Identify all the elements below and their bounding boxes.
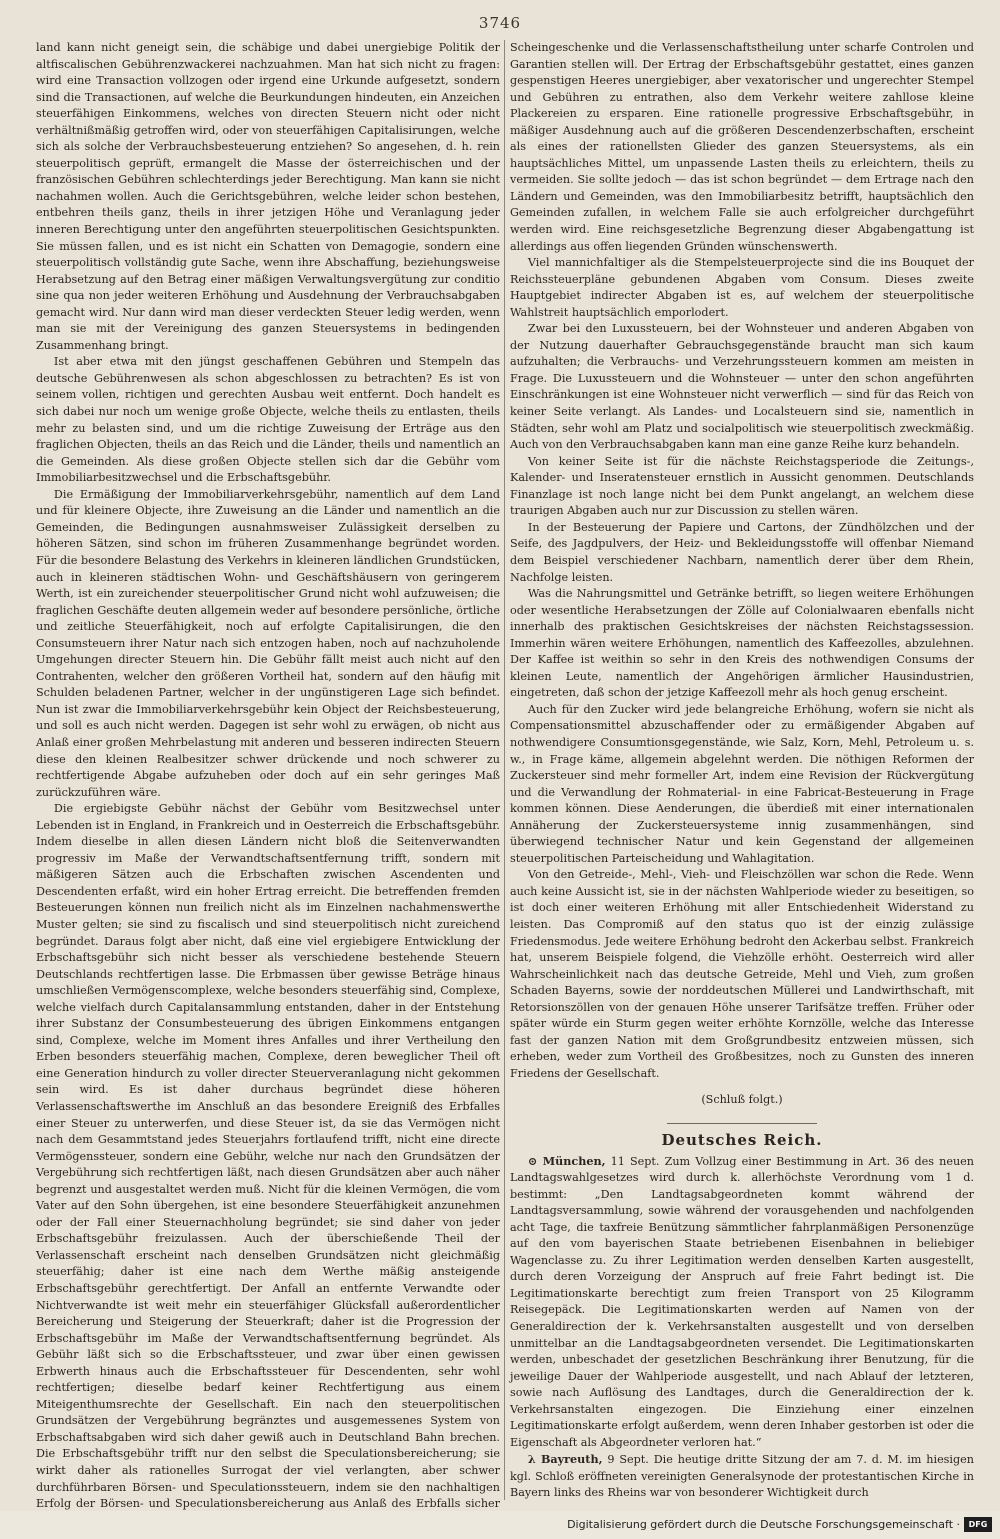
section-heading: Deutsches Reich. xyxy=(661,1131,823,1149)
paragraph: Von den Getreide-, Mehl-, Vieh- und Fleischzöllen war schon die Rede. Wenn auch keine Aussicht ist, sie in der nächsten Wahlperiode wieder zu beseitigen, so ist doch einer weiteren Erhöhung mit aller Entschiedenheit Widerstand zu leisten. Das Compromiß auf den status quo ist der einzig zulässige Friedensmodus. Jede weitere Erhöhung bedroht den Ackerbau selbst. Frankreich hat, unserem Beispiele folgend, die Viehzölle erhöht. Oesterreich wird aller Wahrscheinlichkeit nach das deutsche Getreide, Mehl und Vieh, zum großen Schaden Bayerns, sowie der norddeutschen Müllerei und Landwirthschaft, mit Retorsionszöllen von der genauen Höhe unserer Tarifsätze treffen. Früher oder später würde ein Sturm gegen weiter erhöhte Kornzölle, welche das Interesse fast der ganzen Nation mit dem Großgrundbesitz entzweien müssen, sich erheben, weder zum Vortheil des Großbesitzes, noch zu Gunsten des inneren Friedens der Gesellschaft. xyxy=(510,868,974,1080)
page-number: 3746 xyxy=(478,14,522,32)
paragraph: Viel mannichfaltiger als die Stempelsteuerprojecte sind die ins Bouquet der Reichssteuerpläne gebundenen Abgaben vom Consum. Dieses zweite Hauptgebiet indirecter Abgaben ist es, auf welchem der steuerpolitische Wahlstreit hauptsächlich emporlodert. xyxy=(510,256,974,319)
paragraph: Was die Nahrungsmittel und Getränke betrifft, so liegen weitere Erhöhungen oder wesentliche Herabsetzungen der Zölle auf Colonialwaaren ebenfalls nicht innerhalb des praktischen Gesichtskreises der nächsten Reichstagssession. Immerhin wären weitere Erhöhungen, namentlich des Kaffeezolles, abzulehnen. Der Kaffee ist weithin so sehr in den Kreis des nothwendigen Consums der kleinen Leute, namentlich der Angehörigen ärmlicher Hausindustrien, eingetreten, daß schon der jetzige Kaffeezoll mehr als hoch genug erscheint. xyxy=(510,587,974,700)
funding-notice: Digitalisierung gefördert durch die Deutsche Forschungsgemeinschaft · xyxy=(567,1518,960,1531)
continued-note: (Schluß folgt.) xyxy=(701,1093,783,1107)
dateline: λ Bayreuth, xyxy=(527,1452,603,1467)
paragraph: Die ergiebigste Gebühr nächst der Gebühr vom Besitzwechsel unter Lebenden ist in England, in Frankreich und in Oesterreich die Erbschaftsgebühr. Indem dieselbe in allen diesen Ländern nicht bloß die Seitenverwandten progressiv im Maße der Verwandtschaftsentfernung trifft, sondern mit mäßigeren Sätzen auch die Erbschaften zwischen Ascendenten und Descendenten erfaßt, wird ein hoher Ertrag erreicht. Die betreffenden fremden Besteuerungen können nun freilich nicht als im Einzelnen nachahmenswerthe Muster gelten; sie sind zu fiscalisch und sind steuerpolitisch nicht zureichend begründet. Daraus folgt aber nicht, daß eine viel ergiebigere Entwicklung der Erbschaftsgebühr sich nicht besser als verschiedene bestehende Steuern Deutschlands rechtfertigen lasse. Die Erbmassen über gewisse Beträge hinaus umschließen Vermögenscomplexe, welche besonders steuerfähig sind, Complexe, welche vielfach durch Capitalansammlung entstanden, daher in der Entstehung ihrer Substanz der Consumbesteuerung des übrigen Einkommens entgangen sind, Complexe, welche im Moment ihres Anfalles und ihrer Vertheilung den Erben besonders steuerfähig machen, Complexe, deren beweglicher Theil oft eine Generation hindurch zu voller directer Steuerveranlagung nicht gekommen sein wird. Es ist daher durchaus begründet diese höheren Verlassenschaftswerthe im Anschluß an das besondere Ereigniß des Erbfalles einer Steuer zu unterwerfen, und diese Steuer ist, da sie das Vermögen nicht nach dem Gesammtstand jedes Steuerjahrs fortlaufend trifft, nicht eine directe Vermögenssteuer, sondern eine Gebühr, welche nur nach den Grundsätzen der Vergebührung sich rechtfertigen läßt, nach diesen Grundsätzen aber auch näher begrenzt und ausgestaltet werden muß. Nicht für die kleinen Vermögen, die vom Vater auf den Sohn übergehen, ist eine besondere Steuerfähigkeit anzunehmen oder der Fall einer Steuernachholung begründet; sie sind daher von jeder Erbschaftsgebühr freizulassen. Auch der überschießende Theil der Verlassenschaft erscheint nach denselben Grundsätzen nicht gleichmäßig steuerfähig; daher ist eine nach dem Werthe mäßig ansteigende Erbschaftsgebühr gerechtfertigt. Der Anfall an entfernte Verwandte oder Nichtverwandte ist weit mehr ein steuerfähiger Glücksfall außerordentlicher Bereicherung und Steigerung der Steuerkraft; daher ist die Progression der Erbschaftsgebühr im Maße der Verwandtschaftsentfernung begründet. Als Gebühr läßt sich so die Erbschaftssteuer, und zwar über einen gewissen Erbwerth hinaus auch die Erbschaftssteuer für Descendenten, sehr wohl rechtfertigen; dieselbe bedarf keiner Rechtfertigung aus einem Miteigenthumsrechte der Gesellschaft. Ein nach den steuerpolitischen Grundsätzen der Vergebührung begränztes und ausgemessenes System von Erbschaftsabgaben wird sich daher gewiß auch in Deutschland Bahn brechen. Die Erbschaftsgebühr trifft nur den selbst die Speculationsbereicherung; sie wirkt daher als rationelles Surrogat der viel verlangten, aber schwer durchführbaren Börsen- und Speculationssteuern, indem sie den nachhaltigen Erfolg der Börsen- und Speculationsbereicherung aus Anlaß des Erbfalls sicher xyxy=(36,802,500,1511)
dateline: ⊙ München, xyxy=(527,1153,606,1168)
paragraph: land kann nicht geneigt sein, die schäbige und dabei unergiebige Politik der altfiscalischen Gebührenzwackerei nachzuahmen. Man hat sich nicht zu fragen: wird eine Transaction vollzogen oder irgend eine Urkunde aufgesetzt, sondern sind die Transactionen, auf welche die Beurkundungen hindeuten, ein Anzeichen steuerfähigen Einkommens, welches von directen Steuern nicht oder nicht verhältnißmäßig getroffen wird, oder von steuerfähigen Capitalisirungen, welche sich als solche der Verbrauchsbesteuerung entziehen? So angesehen, d. h. rein steuerpolitisch geprüft, ermangelt die Masse der österreichischen und der französischen Gebühren schlechterdings jeder Berechtigung. Man kann sie nicht nachahmen wollen. Auch die Gerichtsgebühren, welche leider schon bestehen, entbehren theils ganz, theils in ihrer jetzigen Höhe und Veranlagung jeder inneren Berechtigung unter den angeführten steuerpolitischen Gesichtspunkten. Sie müssen fallen, und es ist nicht ein Schatten von Demagogie, sondern eine steuerpolitisch vollständig gute Sache, wenn ihre Abschaffung, beziehungsweise Herabsetzung auf den Betrag einer mäßigen Verwaltungsvergütung zur conditio sine qua non jeder weiteren Erhöhung und Ausdehnung der Verbrauchsabgaben gemacht wird. Nur dann wird man dieser verdeckten Steuer ledig werden, wenn man sie mit der Vereinigung des ganzen Steuersystems in bedingenden Zusammenhang bringt. xyxy=(36,41,500,352)
paragraph: Scheingeschenke und die Verlassenschaftstheilung unter scharfe Controlen und Garantien stellen will. Der Ertrag der Erbschaftsgebühr gestattet, eines ganzen gespenstigen Heeres unergiebiger, aber vexatorischer und ungerechter Stempel und Gebühren zu entrathen, also dem Verkehr weitere zahllose kleine Plackereien zu ersparen. Eine rationelle progressive Erbschaftsgebühr, in mäßiger Ausdehnung auch auf die größeren Descendenzerbschaften, erscheint als eines der rationellsten Glieder des ganzen Steuersystems, als ein hauptsächliches Mittel, um unpassende Lasten theils zu erleichtern, theils zu vermeiden. Sie sollte jedoch — das ist schon begründet — dem Ertrage nach den Ländern und Gemeinden, was den Immobiliarbesitz betrifft, hauptsächlich den Gemeinden zufallen, in welchem Falle sie auch erfolgreicher durchgeführt werden wird. Eine reichsgesetzliche Begrenzung dieser Abgabengattung ist allerdings aus offen liegenden Gründen wünschenswerth. xyxy=(510,41,974,253)
dfg-logo-icon: DFG xyxy=(964,1517,992,1532)
right-column xyxy=(510,40,974,1505)
section-divider xyxy=(667,1123,817,1124)
column-divider xyxy=(504,40,505,1500)
paragraph: In der Besteuerung der Papiere und Cartons, der Zündhölzchen und der Seife, des Jagdpulvers, der Heiz- und Bekleidungsstoffe will offenbar Niemand dem Beispiel verschiedener Nachbarn, namentlich derer über dem Rhein, Nachfolge leisten. xyxy=(510,520,974,584)
paragraph: Auch für den Zucker wird jede belangreiche Erhöhung, wofern sie nicht als Compensationsmittel abzuschaffender oder zu ermäßigender Abgaben auf nothwendigere Consumtionsgegenstände, wie Salz, Korn, Mehl, Petroleum u. s. w., in Frage käme, allgemein abgelehnt werden. Die nöthigen Reformen der Zuckersteuer sind mehr formeller Art, indem eine Revision der Rückvergütung und die Verwandlung der Rohmaterial- in eine Fabricat-Besteuerung in Frage kommen können. Diese Aenderungen, die überdieß mit einer internationalen Annäherung der Zuckersteuersysteme innig zusammenhängen, sind überwiegend technischer Natur und kein Gegenstand der allgemeinen steuerpolitischen Parteischeidung und Wahlagitation. xyxy=(510,702,974,865)
paragraph: Von keiner Seite ist für die nächste Reichstagsperiode die Zeitungs-, Kalender- und Inseratensteuer ernstlich in Aussicht genommen. Deutschlands Finanzlage ist noch lange nicht bei dem Punkt angelangt, an welchem diese traurigen Abgaben auch nur zur Discussion zu stellen wären. xyxy=(510,454,974,518)
news-text: 9 Sept. Die heutige dritte Sitzung der am 7. d. M. im hiesigen kgl. Schloß eröffneten vereinigten Generalsynode der protestantischen Kirche in Bayern links des Rheins war von besonderer Wichtigkeit durch xyxy=(510,1453,974,1500)
paragraph: Die Ermäßigung der Immobiliarverkehrsgebühr, namentlich auf dem Land und für kleinere Objecte, ihre Zuweisung an die Länder und namentlich an die Gemeinden, die Bedingungen ausnahmsweiser Zulässigkeit derselben zu höheren Sätzen, sind schon im früheren Zusammenhange begründet worden. Für die besondere Belastung des Verkehrs in kleineren ländlichen Grundstücken, auch in kleineren städtischen Wohn- und Geschäftshäusern von geringerem Werth, ist ein zureichender steuerpolitischer Grund nicht wohl aufzuweisen; die fraglichen Geschäfte deuten allgemein weder auf besondere persönliche, örtliche und zeitliche Steuerfähigkeit, noch auf erfolgte Capitalisirungen, die den Consumsteuern ihrer Natur nach sich entzogen haben, noch auf nachzuholende Umgehungen directer Steuern hin. Die Gebühr fällt meist auch nicht auf den Contrahenten, welcher den größeren Vortheil hat, sondern auf den häufig mit Schulden beladenen Partner, welcher in der ungünstigeren Lage sich befindet. Nun ist zwar die Immobiliarverkehrsgebühr kein Object der Reichsbesteuerung, und soll es auch nicht werden. Dagegen ist sehr wohl zu erwägen, ob nicht aus Anlaß einer großen Mehrbelastung mit anderen und besseren indirecten Steuern diese den kleinen Realbesitzer schwer drückende und noch schwerer zu rechtfertigende Abgabe aufzuheben oder doch auf ein sehr geringes Maß zurückzuführen wäre. xyxy=(36,487,500,799)
news-text: 11 Sept. Zum Vollzug einer Bestimmung in Art. 36 des neuen Landtagswahlgesetzes wird durch k. allerhöchste Verordnung vom 1 d. bestimmt: „Den Landtagsabgeordneten kommt während der Landtagsversammlung, sowie während der vorausgehenden und nachfolgenden acht Tage, die taxfreie Benützung sämmtlicher fahrplanmäßigen Personenzüge auf den vom bayerischen Staate betriebenen Eisenbahnen in beliebiger Wagenclasse zu. Zu ihrer Legitimation werden denselben Karten ausgestellt, durch deren Vorzeigung der Anspruch auf freie Fahrt bedingt ist. Die Legitimationskarte berechtigt zum freien Transport von 25 Kilogramm Reisegepäck. Die Legitimationskarten werden auf Namen von der Generaldirection der k. Verkehrsanstalten ausgestellt und von derselben unmittelbar an die Landtagsabgeordneten versendet. Die Legitimationskarten werden, unbeschadet der gesetzlichen Beschränkung ihrer Benutzung, für die jeweilige Dauer der Wahlperiode ausgestellt, und nach Ablauf der letzteren, sowie nach Auflösung des Landtages, durch die Generaldirection der k. Verkehrsanstalten eingezogen. Die Einziehung einer einzelnen Legitimationskarte erfolgt außerdem, wenn deren Inhaber gestorben ist oder die Eigenschaft als Abgeordneter verloren hat.“ xyxy=(510,1154,974,1449)
news-item xyxy=(510,1153,974,1452)
paragraph: Zwar bei den Luxussteuern, bei der Wohnsteuer und anderen Abgaben von der Nutzung dauerhafter Gebrauchsgegenstände braucht man sich kaum aufzuhalten; die Verbrauchs- und Verzehrungssteuern kommen am meisten in Frage. Die Luxussteuern und die Wohnsteuer — unter den schon angeführten Einschränkungen ist eine Wohnsteuer nicht verwerflich — sind für das Reich von keiner Seite verlangt. Als Landes- und Localsteuern sind sie, namentlich in Städten, sehr wohl am Platz und socialpolitisch wie steuerpolitisch zweckmäßig. Auch von den Verbrauchsabgaben kann man eine ganze Reihe kurz behandeln. xyxy=(510,322,974,452)
left-column xyxy=(36,40,500,1511)
news-item xyxy=(510,1451,974,1502)
paragraph: Ist aber etwa mit den jüngst geschaffenen Gebühren und Stempeln das deutsche Gebührenwesen als schon abgeschlossen zu betrachten? Es ist von seinem vollen, richtigen und gerechten Ausbau weit entfernt. Doch handelt es sich dabei nur noch um wenige große Objecte, welche theils zu entlasten, theils mehr zu belasten sind, und um die richtige Zuweisung der Erträge aus den fraglichen Objecten, theils an das Reich und die Länder, theils und namentlich an die Gemeinden. Als diese großen Objecte stellen sich dar die Gebühr vom Immobiliarbesitzwechsel und die Erbschaftsgebühr. xyxy=(36,355,500,485)
digitization-footer xyxy=(0,1511,1000,1539)
